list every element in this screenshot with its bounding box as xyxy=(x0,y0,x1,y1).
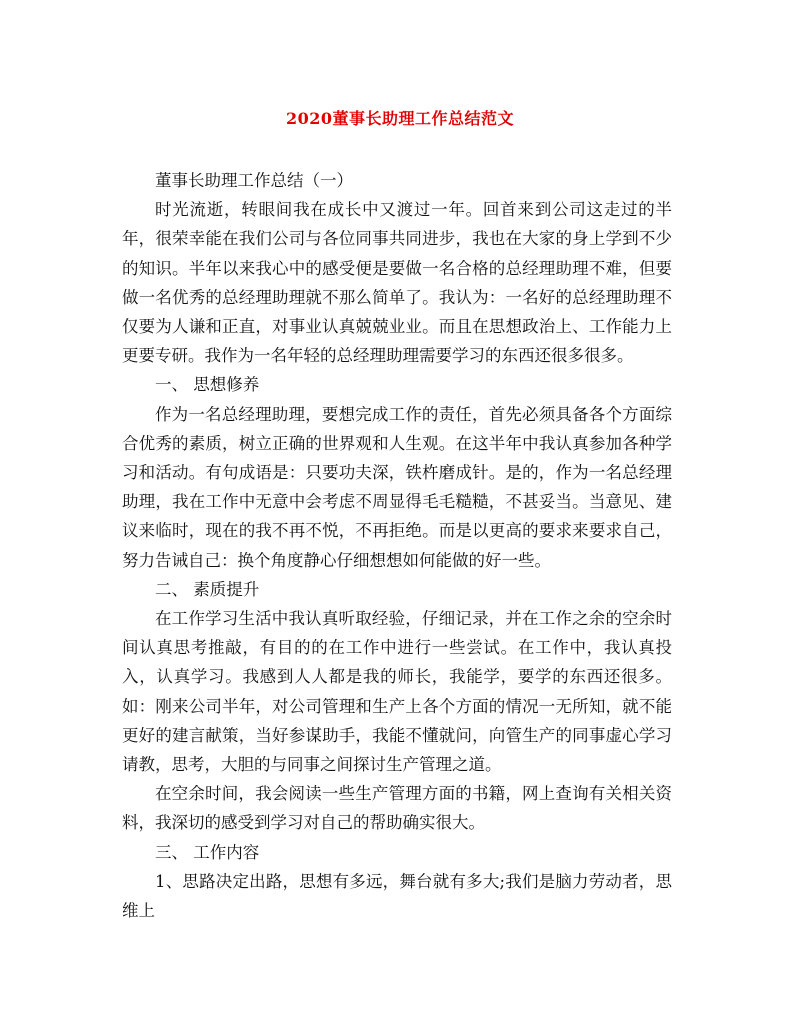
paragraph-quality: 在工作学习生活中我认真听取经验，仔细记录，并在工作之余的空余时间认真思考推敲，有目的的在工作中进行一些尝试。在工作中，我认真投入，认真学习。我感到人人都是我的师长，我能学，要学的东西还很多。如：刚来公司半年，对公司管理和生产上各个方面的情况一无所知，就不能更好的建言献策，当好参谋助手，我能不懂就问，向管生产的同事虚心学习请教，思考，大胆的与同事之间探讨生产管理之道。 xyxy=(122,609,672,775)
paragraph-thought: 作为一名总经理助理，要想完成工作的责任，首先必须具备各个方面综合优秀的素质，树立正确的世界观和人生观。在这半年中我认真参加各种学习和活动。有句成语是：只要功夫深，铁杵磨成针。是的，作为一名总经理助理，我在工作中无意中会考虑不周显得毛毛糙糙，不甚妥当。当意见、建议来临时，现在的我不再不悦，不再拒绝。而是以更高的要求来要求自己，努力告诫自己：换个角度静心仔细想想如何能做的好一些。 xyxy=(122,404,672,570)
paragraph-intro: 时光流逝，转眼间我在成长中又渡过一年。回首来到公司这走过的半年，很荣幸能在我们公司与各位同事共同进步，我也在大家的身上学到不少的知识。半年以来我心中的感受便是要做一名合格的总经理助理不难，但要做一名优秀的总经理助理就不那么简单了。我认为：一名好的总经理助理不仅要为人谦和正直，对事业认真兢兢业业。而且在思想政治上、工作能力上更要专研。我作为一名年轻的总经理助理需要学习的东西还很多很多。 xyxy=(122,200,672,366)
document-body xyxy=(122,166,672,925)
section-heading-thought: 一、 思想修养 xyxy=(155,375,260,395)
paragraph-spare-time: 在空余时间，我会阅读一些生产管理方面的书籍，网上查询有关相关资料，我深切的感受到学习对自己的帮助确实很大。 xyxy=(122,784,672,833)
document-title: 2020董事长助理工作总结范文 xyxy=(285,109,515,128)
paragraph-work-1: 1、思路决定出路，思想有多远，舞台就有多大;我们是脑力劳动者，思维上 xyxy=(122,871,672,921)
section-heading-work: 三、 工作内容 xyxy=(155,842,260,862)
section-subtitle: 董事长助理工作总结（一） xyxy=(155,171,353,190)
section-heading-quality: 二、 素质提升 xyxy=(155,579,260,599)
